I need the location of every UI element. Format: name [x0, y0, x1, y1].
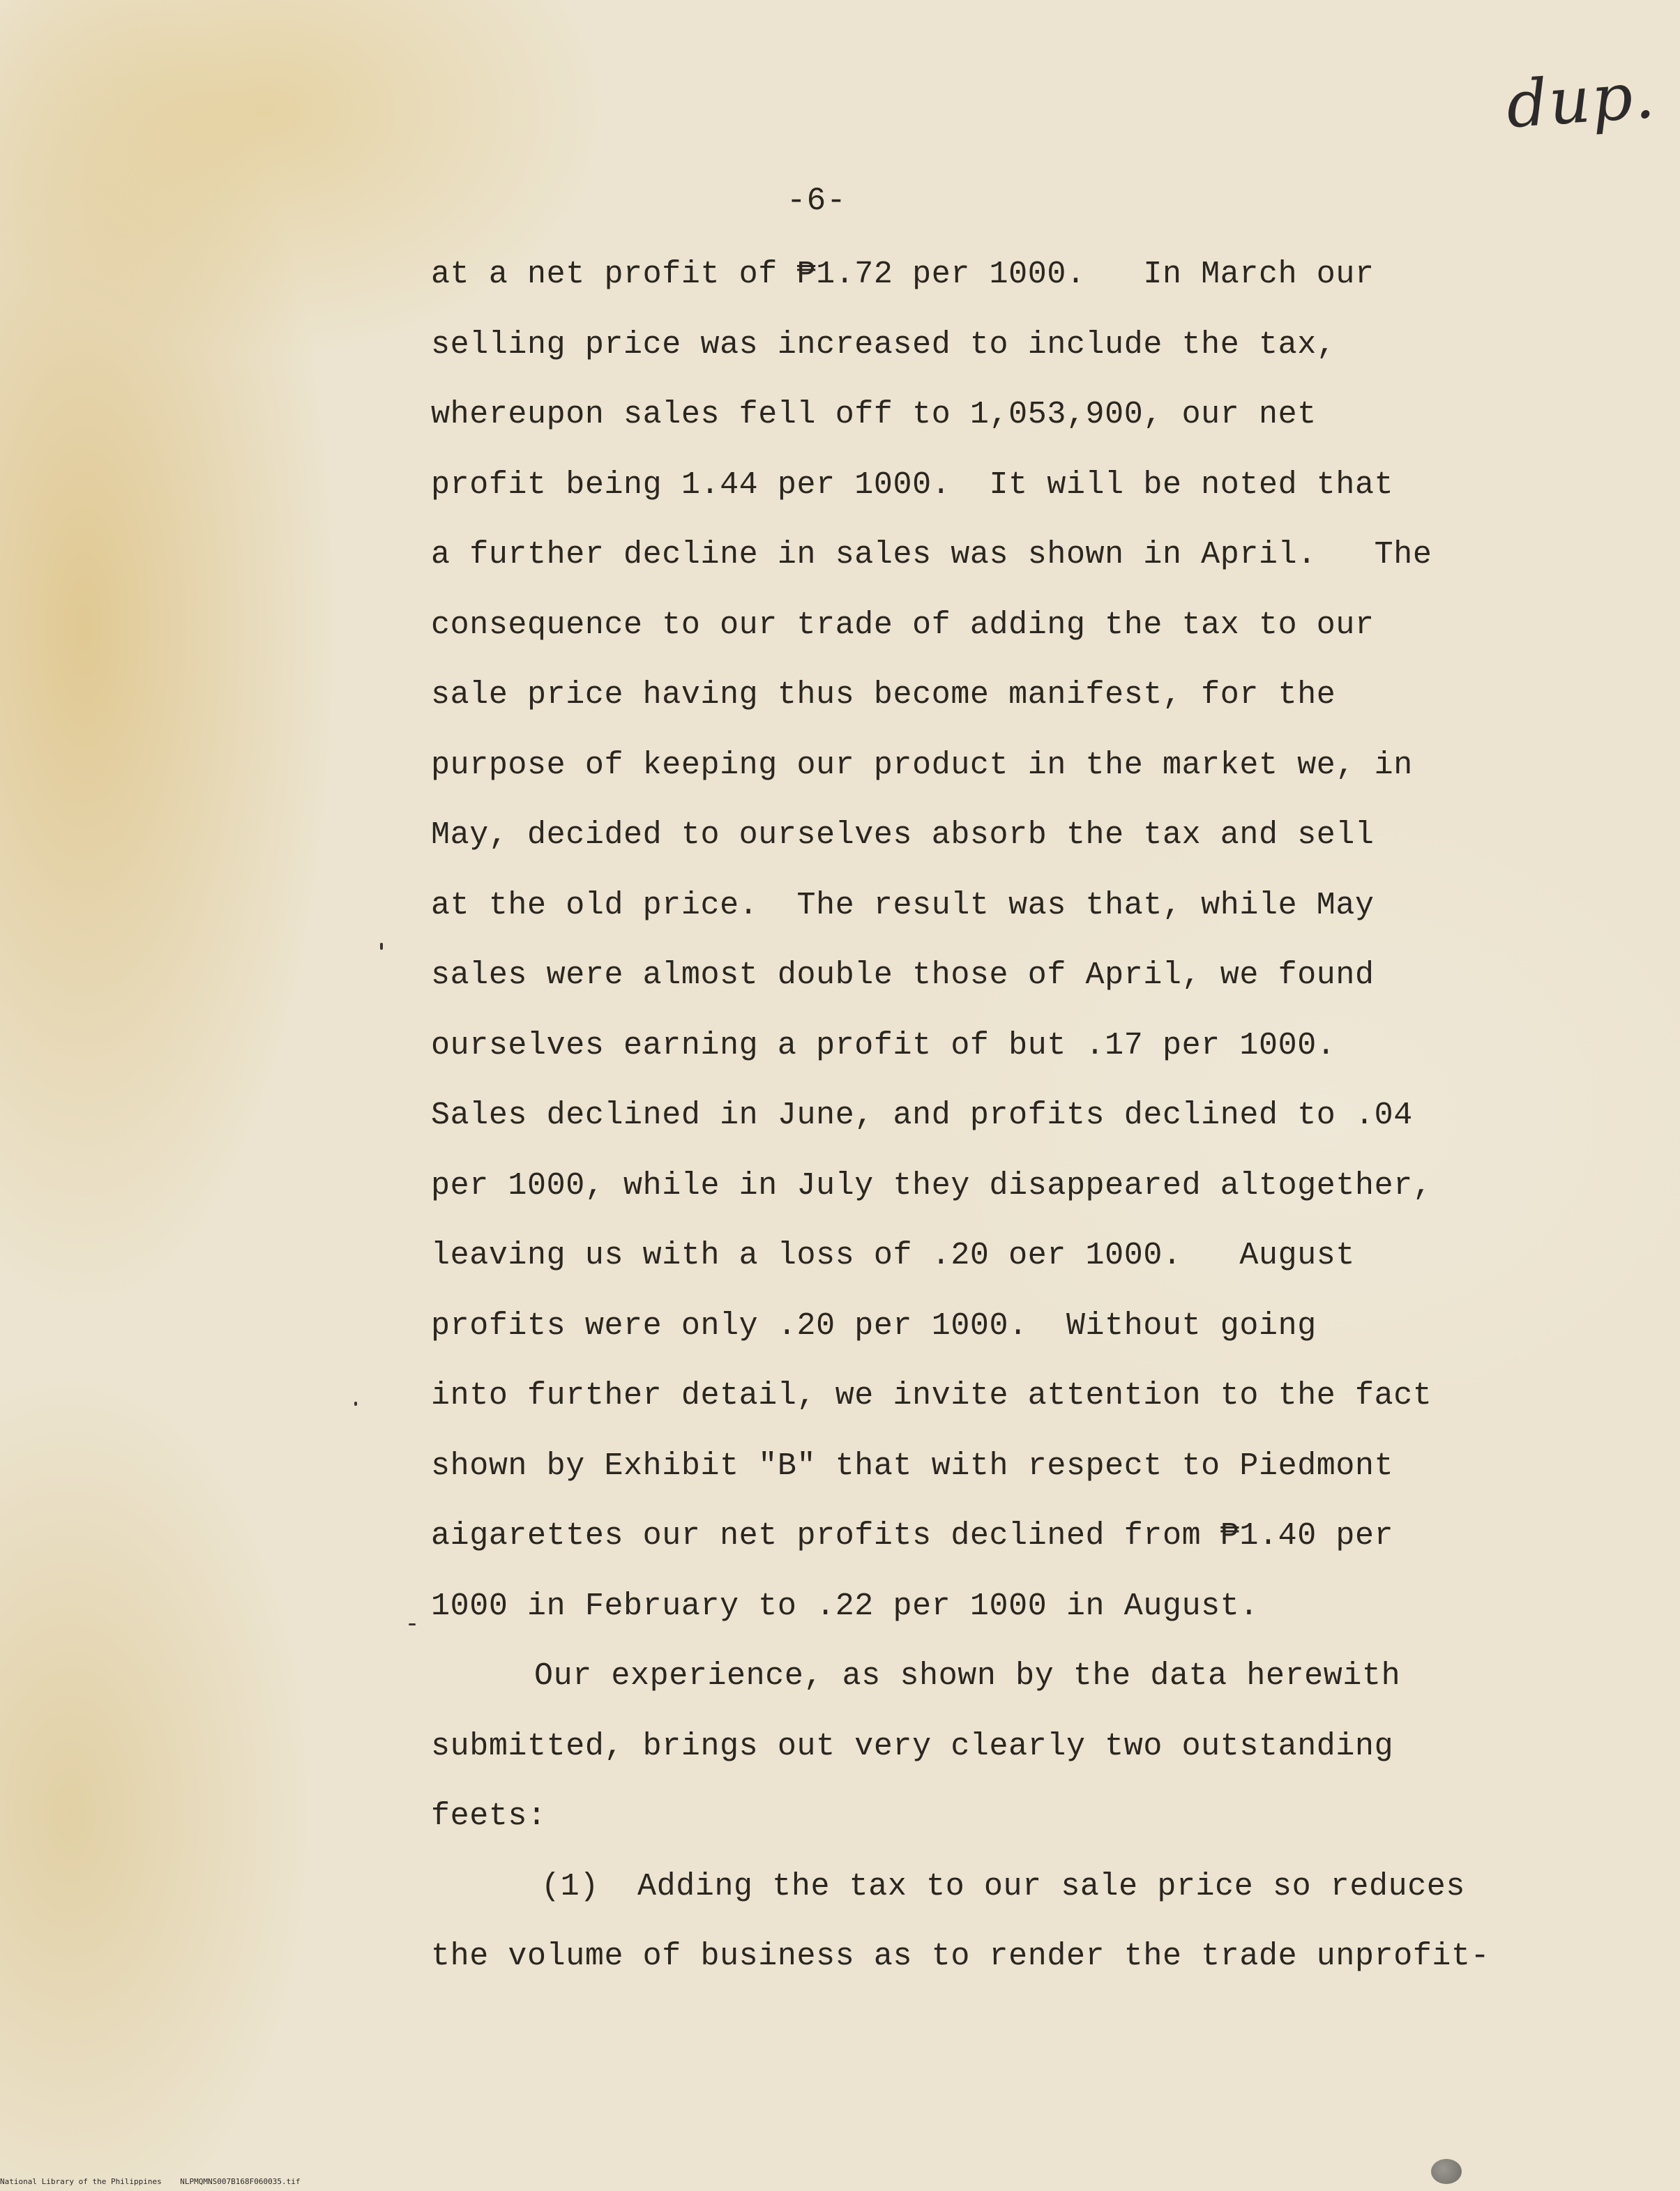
paragraph-first-line: Our experience, as shown by the data herewith: [534, 1658, 1401, 1694]
typed-body-text: [431, 252, 1519, 2005]
text-line: profits were only .20 per 1000. Without going: [431, 1307, 1317, 1344]
ink-speck: [380, 943, 383, 950]
text-line: into further detail, we invite attention to the fact: [431, 1378, 1432, 1413]
punch-hole-mark: [1431, 2159, 1462, 2184]
text-line: a further decline in sales was shown in April. The: [431, 537, 1432, 573]
text-line: at a net profit of ₱1.72 per 1000. In March our: [431, 257, 1375, 292]
text-line: shown by Exhibit "B" that with respect to Piedmont: [431, 1448, 1394, 1484]
text-line: per 1000, while in July they disappeared altogether,: [431, 1167, 1432, 1204]
text-line: 1000 in February to .22 per 1000 in August.: [431, 1588, 1259, 1624]
text-line: the volume of business as to render the trade unprofit-: [431, 1939, 1490, 1974]
archive-footer-caption: National Library of the Philippines NLPMQMNS007B168F060035.tif: [0, 2177, 301, 2186]
text-line: consequence to our trade of adding the tax to our: [431, 607, 1375, 643]
text-line: whereupon sales fell off to 1,053,900, our net: [431, 397, 1317, 432]
text-line: selling price was increased to include the tax,: [431, 326, 1336, 363]
text-line: May, decided to ourselves absorb the tax and sell: [431, 817, 1375, 853]
text-line: feets:: [431, 1798, 547, 1834]
ink-speck: [354, 1402, 357, 1406]
ink-speck: [409, 1623, 416, 1625]
text-line: sales were almost double those of April, we found: [431, 957, 1375, 993]
handwritten-annotation: dup.: [1504, 57, 1658, 143]
text-line: purpose of keeping our product in the market we, in: [431, 747, 1413, 783]
numbered-item-line: (1) Adding the tax to our sale price so reduces: [541, 1868, 1466, 1904]
text-line: sale price having thus become manifest, for the: [431, 677, 1336, 713]
page-number: -6-: [787, 183, 847, 219]
text-line: at the old price. The result was that, while May: [431, 887, 1375, 923]
text-line: ourselves earning a profit of but .17 per 1000.: [431, 1027, 1336, 1063]
text-line: leaving us with a loss of .20 oer 1000. August: [431, 1238, 1356, 1273]
text-line: profit being 1.44 per 1000. It will be noted that: [431, 467, 1394, 503]
text-line: aigarettes our net profits declined from ₱1.40 per: [431, 1518, 1394, 1554]
text-line: Sales declined in June, and profits declined to .04: [431, 1098, 1413, 1133]
text-line: submitted, brings out very clearly two outstanding: [431, 1728, 1394, 1764]
